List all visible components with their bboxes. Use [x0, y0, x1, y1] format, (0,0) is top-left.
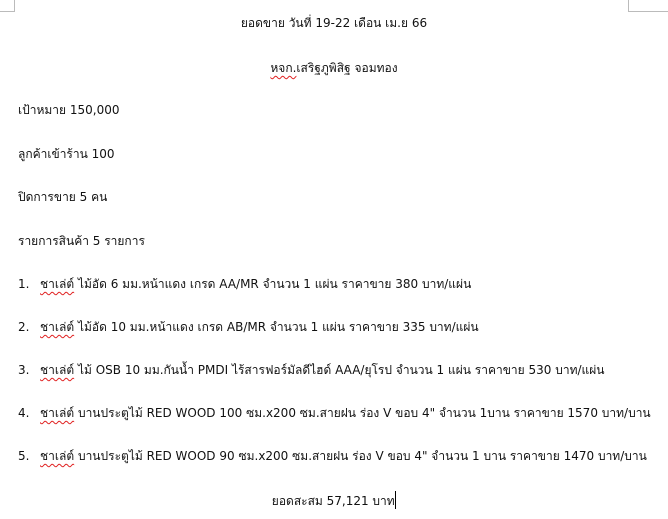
- list-item: [18, 276, 471, 292]
- author-prefix: หจก.: [270, 61, 297, 75]
- list-number: 4.: [18, 406, 30, 420]
- item-text: ไม้อัด 10 มม.หน้าแดง เกรด AB/MR จำนวน 1 แผ่น ราคาขาย 335 บาท/แผ่น: [74, 320, 479, 334]
- list-item: [18, 362, 605, 378]
- closed-sales-line: ปิดการขาย 5 คน: [18, 190, 108, 204]
- list-item: [18, 448, 647, 464]
- item-prefix: ชาเล่ต์: [40, 406, 75, 420]
- customers-line: ลูกค้าเข้าร้าน 100: [18, 147, 115, 161]
- author-line: [0, 60, 668, 76]
- item-text: บานประตูไม้ RED WOOD 100 ซม.x200 ซม.สายฝน ร่อง V ขอบ 4" จำนวน 1บาน ราคาขาย 1570 บาท/บาน: [74, 406, 651, 420]
- list-number: 2.: [18, 320, 30, 334]
- list-number: 3.: [18, 363, 30, 377]
- item-prefix: ชาเล่ต์: [40, 277, 75, 291]
- item-prefix: ชาเล่ต์: [40, 449, 75, 463]
- list-item: [18, 319, 479, 335]
- list-number: 1.: [18, 277, 30, 291]
- item-prefix: ชาเล่ต์: [40, 320, 75, 334]
- list-item: [18, 405, 651, 421]
- item-prefix: ชาเล่ต์: [40, 363, 75, 377]
- item-text: บานประตูไม้ RED WOOD 90 ซม.x200 ซม.สายฝน ร่อง V ขอบ 4" จำนวน 1 บาน ราคาขาย 1470 บาท/บาน: [74, 449, 647, 463]
- list-number: 5.: [18, 449, 30, 463]
- item-text: ไม้ OSB 10 มม.กันน้ำ PMDI ไร้สารฟอร์มัลดีไฮด์ AAA/ยุโรป จำนวน 1 แผ่น ราคาขาย 530 บาท/แผ่น: [74, 363, 605, 377]
- text-cursor: [395, 491, 397, 509]
- page-margin-marker-right: [628, 0, 668, 12]
- item-count-line: รายการสินค้า 5 รายการ: [18, 234, 145, 248]
- author-name: เสริฐภูพิสิฐ จอมทอง: [296, 61, 398, 75]
- total-line[interactable]: [0, 491, 668, 509]
- page-margin-marker-left: [0, 0, 15, 12]
- document-title: ยอดขาย วันที่ 19-22 เดือน เม.ย 66: [240, 16, 428, 30]
- item-text: ไม้อัด 6 มม.หน้าแดง เกรด AA/MR จำนวน 1 แผ่น ราคาขาย 380 บาท/แผ่น: [74, 277, 472, 291]
- target-line: เป้าหมาย 150,000: [18, 103, 120, 117]
- total-text: ยอดสะสม 57,121 บาท: [271, 494, 395, 508]
